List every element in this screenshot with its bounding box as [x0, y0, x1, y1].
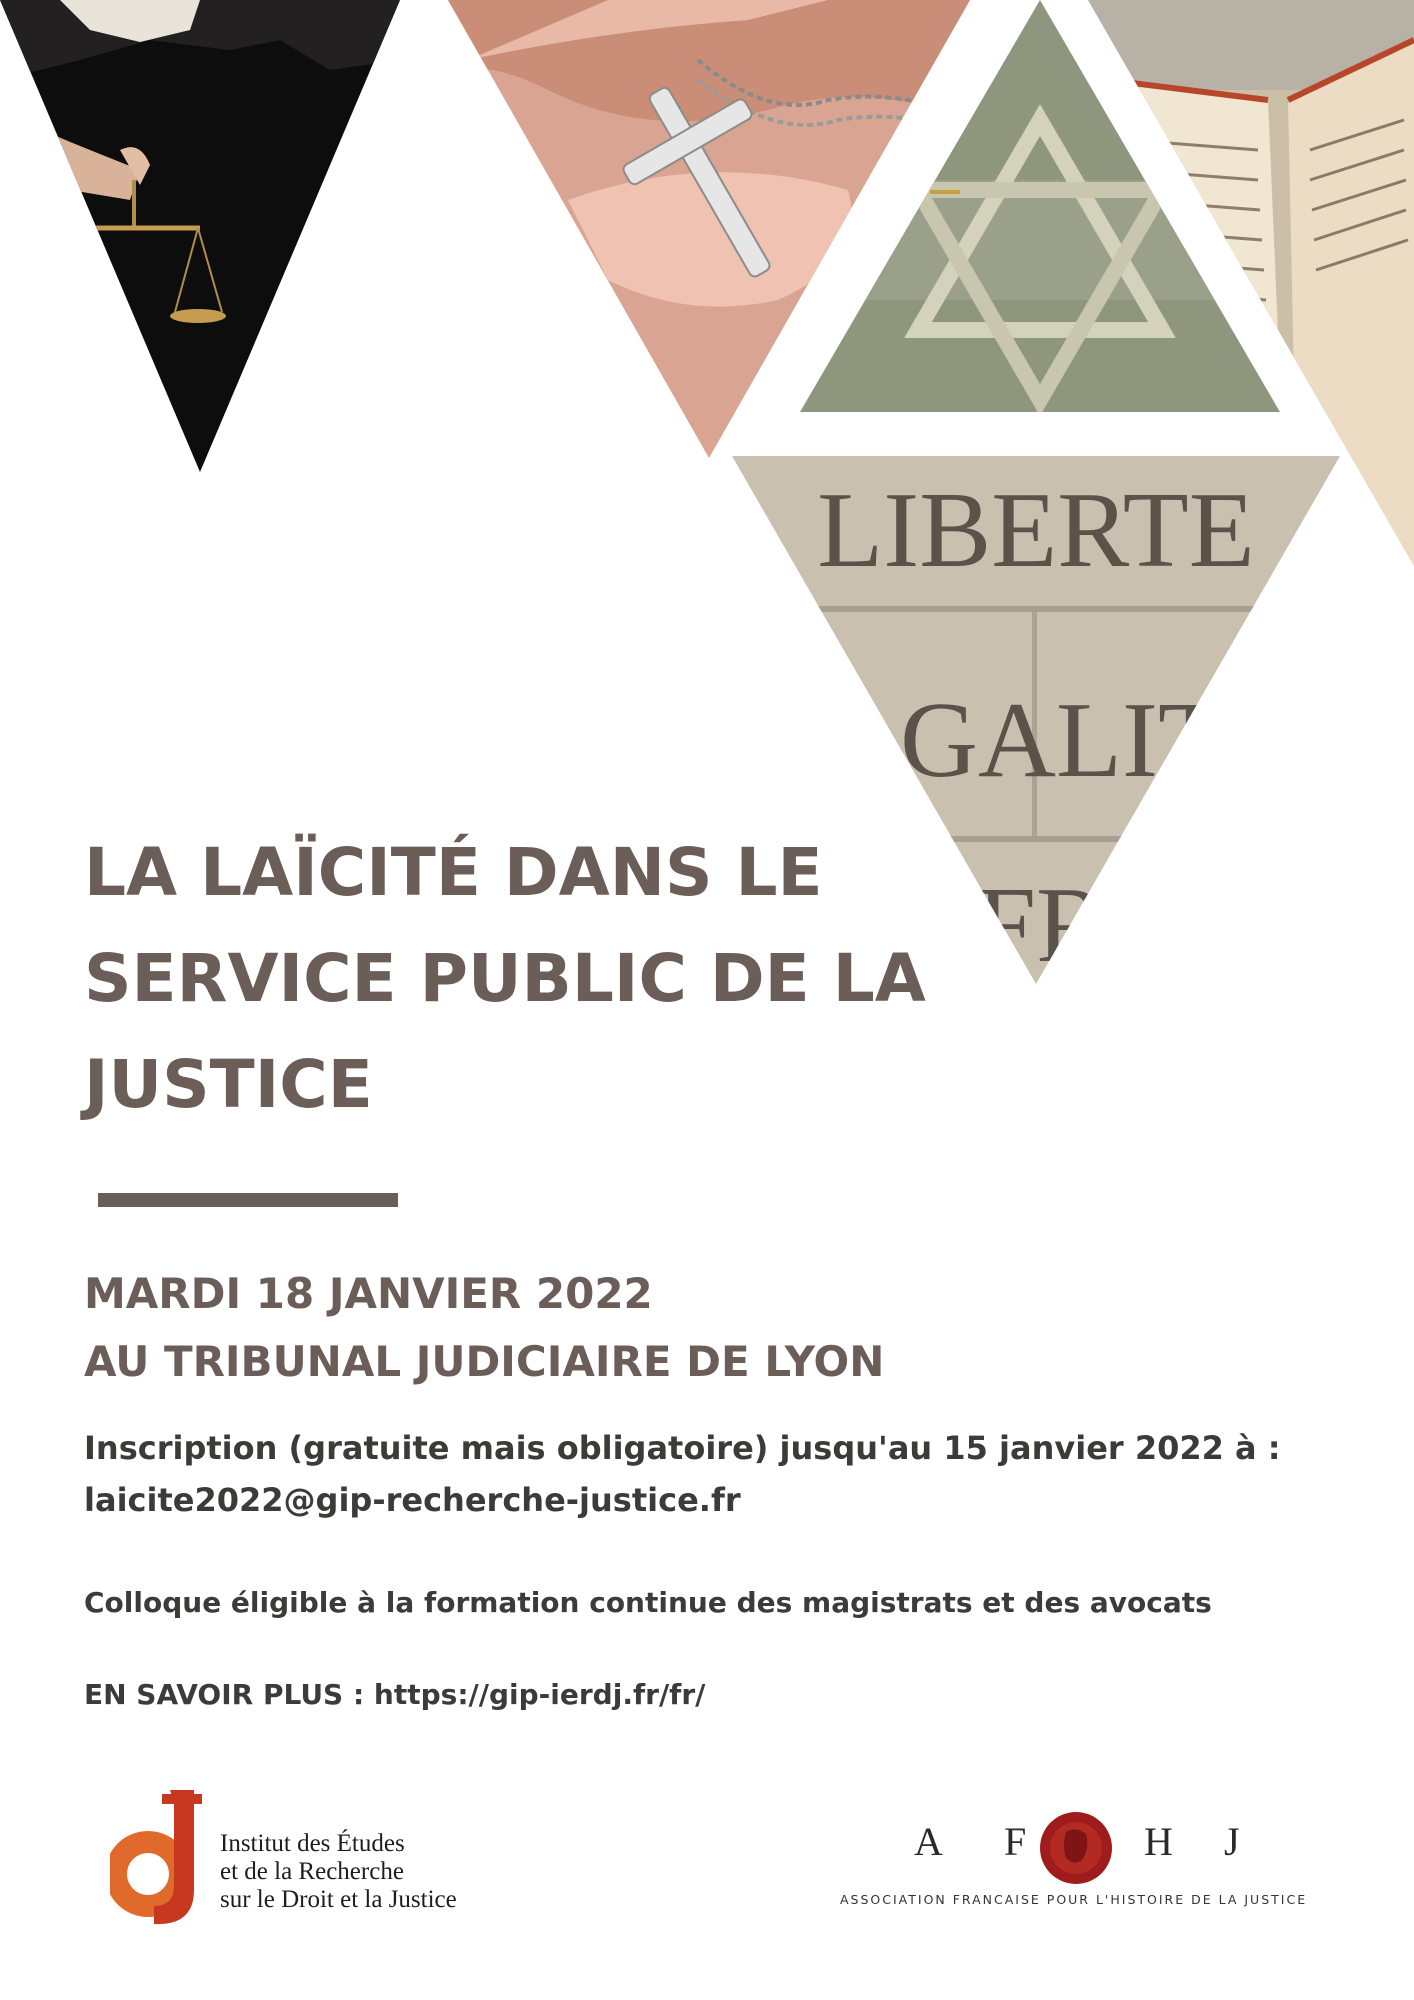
more-info — [84, 1678, 705, 1711]
afhj-letter: A — [914, 1819, 943, 1864]
inscription-egalite: GALIT — [900, 681, 1224, 800]
more-info-link[interactable]: https://gip-ierdj.fr/fr/ — [373, 1678, 706, 1711]
ierdj-name-line: et de la Recherche — [220, 1858, 404, 1885]
event-date: MARDI 18 JANVIER 2022 — [84, 1269, 653, 1318]
page-title — [84, 820, 964, 1138]
wax-seal-icon — [1036, 1808, 1116, 1888]
afhj-logo — [830, 1808, 1350, 1928]
ierdj-name-line: Institut des Études — [220, 1830, 405, 1857]
inscription-liberte: LIBERTE — [817, 471, 1255, 590]
registration-info — [84, 1422, 1281, 1526]
afhj-subtitle: ASSOCIATION FRANCAISE POUR L'HISTOIRE DE LA JUSTICE — [840, 1892, 1308, 1907]
title-line: SERVICE PUBLIC DE LA — [84, 940, 926, 1017]
ierdj-mark-icon — [110, 1790, 220, 1930]
divider — [98, 1193, 398, 1207]
afhj-letter: J — [1224, 1819, 1240, 1864]
ierdj-name — [220, 1830, 457, 1914]
title-line: JUSTICE — [84, 1046, 373, 1123]
afhj-letter: H — [1144, 1819, 1173, 1864]
photo-scales-of-justice — [0, 0, 400, 472]
ierdj-name-line: sur le Droit et la Justice — [220, 1886, 457, 1913]
inscription-fraternite: FR — [975, 866, 1109, 984]
afhj-letter: F — [1004, 1819, 1027, 1864]
registration-text: Inscription (gratuite mais obligatoire) jusqu'au 15 janvier 2022 à : — [84, 1429, 1281, 1467]
event-details — [84, 1260, 884, 1396]
registration-email[interactable]: laicite2022@gip-recherche-justice.fr — [84, 1481, 741, 1519]
event-place: AU TRIBUNAL JUDICIAIRE DE LYON — [84, 1337, 885, 1386]
training-note: Colloque éligible à la formation continue des magistrats et des avocats — [84, 1586, 1212, 1619]
title-line: LA LAÏCITÉ DANS LE — [84, 834, 823, 911]
ierdj-logo — [110, 1790, 530, 1930]
more-info-label: EN SAVOIR PLUS : — [84, 1678, 374, 1711]
